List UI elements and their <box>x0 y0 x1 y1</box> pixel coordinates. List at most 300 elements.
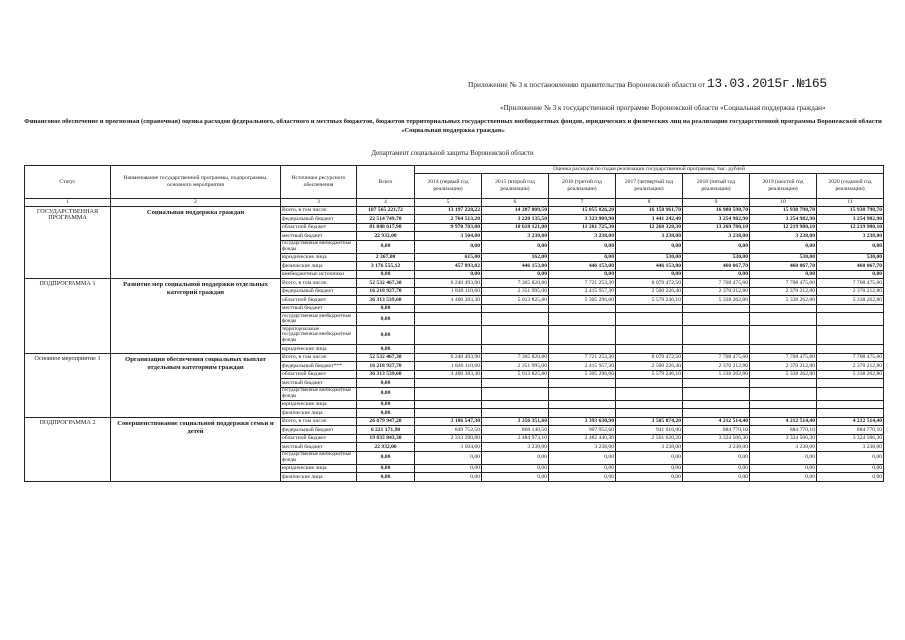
year-value: 0,00 <box>817 451 884 464</box>
year-value: 457 893,02 <box>415 262 482 271</box>
year-value <box>549 304 616 313</box>
column-index: 10 <box>750 198 817 206</box>
year-value: 12 219 980,10 <box>817 223 884 232</box>
row-program-name: Совершенствование социальной поддержки семьи и детей <box>111 417 281 481</box>
year-value: 0,00 <box>683 240 750 253</box>
total-value: 26 079 947,20 <box>357 417 415 426</box>
row-status: Основное мероприятие 1 <box>25 353 111 417</box>
year-value: 2 415 957,30 <box>549 362 616 371</box>
year-value <box>616 379 683 388</box>
year-value: 0,00 <box>415 464 482 473</box>
year-value <box>549 326 616 345</box>
funding-source: государственные внебюджетные фонды <box>281 240 357 253</box>
funding-source: юридические лица <box>281 345 357 354</box>
year-value <box>482 379 549 388</box>
column-index: 4 <box>357 198 415 206</box>
year-value: 3 238,00 <box>549 232 616 241</box>
year-value: 0,00 <box>482 270 549 279</box>
year-value: 10 618 121,00 <box>482 223 549 232</box>
year-value: 3 238,00 <box>683 443 750 452</box>
header-year: 2014 (первый год реализации) <box>415 173 482 198</box>
year-value: 0,00 <box>482 473 549 482</box>
year-value <box>549 409 616 418</box>
row-program-name: Развитие мер социальной поддержки отдельных категорий граждан <box>111 279 281 354</box>
year-value <box>415 313 482 326</box>
total-value: 22 514 749,70 <box>357 215 415 224</box>
column-index: 7 <box>549 198 616 206</box>
year-value <box>549 379 616 388</box>
row-status: ГОСУДАРСТВЕННАЯ ПРОГРАММА <box>25 206 111 279</box>
year-value: 3 238,00 <box>817 443 884 452</box>
year-value: 4 400 383,30 <box>415 370 482 379</box>
year-value: 460 067,70 <box>817 262 884 271</box>
appendix-header <box>468 76 827 91</box>
year-value: 0,00 <box>683 451 750 464</box>
year-value: 2 370 212,80 <box>750 362 817 371</box>
total-value: 16 218 927,70 <box>357 362 415 371</box>
year-value <box>683 400 750 409</box>
funding-source: местный бюджет <box>281 379 357 388</box>
year-value: 7 721 253,30 <box>549 353 616 362</box>
funding-source: территориальные государственные внебюджетные фонды <box>281 326 357 345</box>
year-value <box>817 345 884 354</box>
year-value: 4 400 383,30 <box>415 296 482 305</box>
year-value: 0,00 <box>415 451 482 464</box>
year-value: 0,00 <box>750 451 817 464</box>
year-value <box>683 409 750 418</box>
year-value <box>683 387 750 400</box>
funding-source: федеральный бюджет <box>281 215 357 224</box>
year-value: 2 351 995,00 <box>482 287 549 296</box>
year-value: 0,00 <box>549 253 616 262</box>
total-value: 3 176 555,12 <box>357 262 415 271</box>
year-value <box>616 326 683 345</box>
year-value: 7 721 253,30 <box>549 279 616 288</box>
year-value: 2 500 226,40 <box>616 287 683 296</box>
year-value <box>415 379 482 388</box>
year-value <box>683 379 750 388</box>
year-value: 0,00 <box>415 240 482 253</box>
year-value: 3 441 242,40 <box>616 215 683 224</box>
total-value: 0,00 <box>357 400 415 409</box>
header-name: Наименование государственной программы, подпрограммы, основного мероприятия <box>111 166 281 199</box>
funding-source: федеральный бюджет*** <box>281 362 357 371</box>
year-value <box>549 400 616 409</box>
year-value: 7 708 475,60 <box>750 353 817 362</box>
column-index: 1 <box>25 198 111 206</box>
table-row <box>25 206 884 215</box>
total-value: 6 221 171,90 <box>357 426 415 435</box>
funding-source: областной бюджет <box>281 434 357 443</box>
year-value: 3 238,00 <box>683 232 750 241</box>
year-value: 0,00 <box>817 473 884 482</box>
row-status: ПОДПРОГРАММА 2 <box>25 417 111 481</box>
year-value: 8 079 472,50 <box>616 279 683 288</box>
total-value: 0,00 <box>357 270 415 279</box>
year-value: 3 238,00 <box>549 443 616 452</box>
year-value: 530,00 <box>616 253 683 262</box>
year-value <box>683 304 750 313</box>
year-value: 2 370 212,80 <box>817 287 884 296</box>
total-value: 0,00 <box>357 345 415 354</box>
year-value: 3 324 506,30 <box>817 434 884 443</box>
year-value: 2 484 973,10 <box>482 434 549 443</box>
table-row <box>25 279 884 288</box>
total-value: 0,00 <box>357 451 415 464</box>
funding-source: областной бюджет <box>281 370 357 379</box>
year-value <box>482 326 549 345</box>
year-value: 3 505 874,20 <box>616 417 683 426</box>
column-index: 3 <box>281 198 357 206</box>
year-value: 0,00 <box>683 464 750 473</box>
total-value: 19 835 843,30 <box>357 434 415 443</box>
row-status: ПОДПРОГРАММА 1 <box>25 279 111 354</box>
year-value: 884 770,10 <box>817 426 884 435</box>
year-value: 530,00 <box>683 253 750 262</box>
total-value: 0,00 <box>357 313 415 326</box>
year-value <box>482 400 549 409</box>
year-value <box>817 400 884 409</box>
funding-source: физические лица <box>281 262 357 271</box>
year-value: 3 238,00 <box>817 232 884 241</box>
year-value: 0,00 <box>549 240 616 253</box>
year-value: 2 333 290,80 <box>415 434 482 443</box>
column-index: 2 <box>111 198 281 206</box>
total-value: 52 532 467,30 <box>357 353 415 362</box>
total-value: 22 932,00 <box>357 443 415 452</box>
header-estimate: Оценка расходов по годам реализации государственной программы, тыс. рублей <box>415 166 884 174</box>
year-value: 16 158 961,70 <box>616 206 683 215</box>
column-index: 6 <box>482 198 549 206</box>
year-value: 3 238,00 <box>750 443 817 452</box>
year-value: 5 013 825,80 <box>482 370 549 379</box>
year-value <box>549 345 616 354</box>
year-value: 5 338 262,80 <box>750 370 817 379</box>
total-value: 0,00 <box>357 379 415 388</box>
year-value: 530,00 <box>750 253 817 262</box>
column-index: 11 <box>817 198 884 206</box>
funding-table <box>24 165 884 482</box>
year-value: 7 708 475,60 <box>683 279 750 288</box>
header-year: 2016 (третий год реализации) <box>549 173 616 198</box>
year-value <box>415 400 482 409</box>
year-value <box>415 326 482 345</box>
year-value: 2 370 212,80 <box>750 287 817 296</box>
header-year: 2015 (второй год реализации) <box>482 173 549 198</box>
year-value: 3 254 982,90 <box>683 215 750 224</box>
year-value: 13 269 780,10 <box>683 223 750 232</box>
year-value: 3 238,00 <box>750 232 817 241</box>
year-value: 868 140,50 <box>482 426 549 435</box>
year-value <box>683 326 750 345</box>
funding-source: физические лица <box>281 409 357 418</box>
row-program-name: Организация обеспечения социальных выплат отдельным категориям граждан <box>111 353 281 417</box>
year-value: 5 579 246,10 <box>616 296 683 305</box>
year-value <box>616 400 683 409</box>
year-value: 0,00 <box>817 464 884 473</box>
year-value: 16 988 598,70 <box>683 206 750 215</box>
year-value: 7 365 820,80 <box>482 279 549 288</box>
year-value: 9 970 703,00 <box>415 223 482 232</box>
year-value: 3 356 351,60 <box>482 417 549 426</box>
year-value <box>750 345 817 354</box>
year-value: 8 079 472,50 <box>616 353 683 362</box>
year-value: 5 338 262,80 <box>683 370 750 379</box>
year-value: 884 770,10 <box>750 426 817 435</box>
year-value: 162,00 <box>482 253 549 262</box>
year-value: 3 238,00 <box>482 443 549 452</box>
header-source: Источники ресурсного обеспечения <box>281 166 357 199</box>
year-value: 615,00 <box>415 253 482 262</box>
column-index: 8 <box>616 198 683 206</box>
year-value: 2 370 212,80 <box>683 362 750 371</box>
year-value: 2 370 212,80 <box>683 287 750 296</box>
year-value: 1 840 110,60 <box>415 287 482 296</box>
total-value: 16 218 927,70 <box>357 287 415 296</box>
total-value: 0,00 <box>357 464 415 473</box>
year-value: 12 268 328,30 <box>616 223 683 232</box>
funding-source: местный бюджет <box>281 304 357 313</box>
year-value: 446 153,00 <box>549 262 616 271</box>
funding-source: Всего, в том числе: <box>281 279 357 288</box>
funding-source: федеральный бюджет <box>281 287 357 296</box>
table-index-row <box>25 198 884 206</box>
year-value: 11 281 725,30 <box>549 223 616 232</box>
year-value: 0,00 <box>549 473 616 482</box>
year-value: 3 254 982,90 <box>750 215 817 224</box>
funding-source: областной бюджет <box>281 223 357 232</box>
year-value: 0,00 <box>750 270 817 279</box>
year-value: 2 561 620,20 <box>616 434 683 443</box>
year-value <box>683 313 750 326</box>
funding-source: местный бюджет <box>281 443 357 452</box>
funding-source: областной бюджет <box>281 296 357 305</box>
year-value: 446 153,00 <box>616 262 683 271</box>
year-value <box>750 326 817 345</box>
year-value: 3 393 630,90 <box>549 417 616 426</box>
year-value: 3 238,00 <box>482 232 549 241</box>
total-value: 2 367,00 <box>357 253 415 262</box>
year-value <box>482 387 549 400</box>
year-value: 4 212 514,40 <box>750 417 817 426</box>
year-value: 7 708 475,60 <box>817 353 884 362</box>
year-value: 849 752,50 <box>415 426 482 435</box>
year-value: 5 338 262,80 <box>683 296 750 305</box>
year-value: 2 370 212,80 <box>817 362 884 371</box>
year-value: 3 186 547,30 <box>415 417 482 426</box>
header-total: Всего <box>357 166 415 199</box>
year-value: 13 197 228,22 <box>415 206 482 215</box>
funding-source: юридические лица <box>281 464 357 473</box>
year-value: 0,00 <box>549 464 616 473</box>
year-value: 0,00 <box>616 240 683 253</box>
year-value <box>750 379 817 388</box>
year-value: 3 504,00 <box>415 443 482 452</box>
year-value: 460 067,70 <box>750 262 817 271</box>
header-year: 2017 (четвертый год реализации) <box>616 173 683 198</box>
funding-source: Всего, в том числе: <box>281 206 357 215</box>
year-value: 2 415 957,30 <box>549 287 616 296</box>
year-value: 0,00 <box>750 473 817 482</box>
year-value: 3 238,00 <box>616 232 683 241</box>
year-value <box>817 326 884 345</box>
total-value: 36 313 539,60 <box>357 296 415 305</box>
year-value: 7 708 475,60 <box>817 279 884 288</box>
year-value: 5 338 262,80 <box>750 296 817 305</box>
year-value <box>616 313 683 326</box>
total-value: 107 565 221,72 <box>357 206 415 215</box>
year-value: 7 708 475,60 <box>683 353 750 362</box>
year-value <box>750 387 817 400</box>
year-value <box>482 345 549 354</box>
year-value <box>482 409 549 418</box>
year-value <box>549 313 616 326</box>
year-value: 3 220 135,50 <box>482 215 549 224</box>
total-value: 22 932,00 <box>357 232 415 241</box>
year-value: 5 579 246,10 <box>616 370 683 379</box>
year-value: 1 840 110,60 <box>415 362 482 371</box>
funding-source: юридические лица <box>281 400 357 409</box>
year-value <box>750 400 817 409</box>
row-program-name: Социальная поддержка граждан <box>111 206 281 279</box>
year-value: 446 153,00 <box>482 262 549 271</box>
year-value: 6 240 493,90 <box>415 353 482 362</box>
year-value <box>482 304 549 313</box>
year-value: 2 351 995,00 <box>482 362 549 371</box>
header-status: Статус <box>25 166 111 199</box>
year-value: 5 305 296,00 <box>549 370 616 379</box>
year-value <box>817 409 884 418</box>
appendix-text: Приложение № 3 к постановлению правительства Воронежской области от <box>468 80 705 89</box>
column-index: 9 <box>683 198 750 206</box>
funding-source: государственные внебюджетные фонды <box>281 387 357 400</box>
year-value <box>415 387 482 400</box>
funding-source: Всего, в том числе: <box>281 353 357 362</box>
year-value: 5 338 262,80 <box>817 370 884 379</box>
year-value: 0,00 <box>616 464 683 473</box>
document-title: Финансовое обеспечение и прогнозная (справочная) оценка расходов федерального, областного и местных бюджетов, бюджетов территориальных государственных внебюджетных фондов, юридических и физических лиц на реализацию государственной программы Воронежской области «Социальная поддержка граждан» <box>24 118 882 134</box>
year-value <box>750 313 817 326</box>
funding-source: физические лица <box>281 473 357 482</box>
year-value: 0,00 <box>415 473 482 482</box>
year-value: 3 504,00 <box>415 232 482 241</box>
year-value: 0,00 <box>549 451 616 464</box>
year-value: 3 254 982,90 <box>817 215 884 224</box>
year-value: 2 482 440,30 <box>549 434 616 443</box>
year-value: 3 324 506,30 <box>750 434 817 443</box>
year-value: 907 952,60 <box>549 426 616 435</box>
year-value: 5 013 825,80 <box>482 296 549 305</box>
funding-source: местный бюджет <box>281 232 357 241</box>
year-value: 15 055 026,20 <box>549 206 616 215</box>
year-value: 5 305 296,00 <box>549 296 616 305</box>
total-value: 0,00 <box>357 387 415 400</box>
year-value: 15 938 798,70 <box>817 206 884 215</box>
year-value: 0,00 <box>482 464 549 473</box>
year-value <box>549 387 616 400</box>
year-value <box>616 304 683 313</box>
year-value: 0,00 <box>817 270 884 279</box>
year-value: 941 016,00 <box>616 426 683 435</box>
year-value: 7 708 475,60 <box>750 279 817 288</box>
year-value <box>415 409 482 418</box>
funding-source: внебюджетные источники <box>281 270 357 279</box>
year-value: 6 240 493,90 <box>415 279 482 288</box>
program-appendix-note: «Приложение № 3 к государственной программе Воронежской области «Социальная поддержка граждан» <box>500 104 826 112</box>
total-value: 0,00 <box>357 304 415 313</box>
year-value: 7 365 820,80 <box>482 353 549 362</box>
year-value: 0,00 <box>482 240 549 253</box>
table-row <box>25 417 884 426</box>
year-value: 460 067,70 <box>683 262 750 271</box>
total-value: 81 848 617,90 <box>357 223 415 232</box>
year-value <box>616 387 683 400</box>
year-value <box>750 409 817 418</box>
total-value: 52 532 467,30 <box>357 279 415 288</box>
year-value: 0,00 <box>750 464 817 473</box>
year-value: 3 324 506,30 <box>683 434 750 443</box>
year-value <box>482 313 549 326</box>
total-value: 0,00 <box>357 326 415 345</box>
year-value: 3 238,00 <box>616 443 683 452</box>
year-value: 884 770,10 <box>683 426 750 435</box>
table-row <box>25 353 884 362</box>
funding-source: федеральный бюджет <box>281 426 357 435</box>
year-value: 5 338 262,80 <box>817 296 884 305</box>
year-value <box>683 345 750 354</box>
year-value <box>616 409 683 418</box>
year-value: 14 287 809,50 <box>482 206 549 215</box>
year-value <box>415 304 482 313</box>
year-value: 15 938 798,70 <box>750 206 817 215</box>
year-value: 0,00 <box>683 473 750 482</box>
column-index: 5 <box>415 198 482 206</box>
year-value <box>817 304 884 313</box>
year-value <box>616 345 683 354</box>
year-value: 0,00 <box>817 240 884 253</box>
year-value: 12 219 980,10 <box>750 223 817 232</box>
year-value <box>750 304 817 313</box>
year-value: 530,00 <box>817 253 884 262</box>
total-value: 0,00 <box>357 240 415 253</box>
year-value <box>415 345 482 354</box>
year-value: 2 764 513,20 <box>415 215 482 224</box>
header-year: 2019 (шестой год реализации) <box>750 173 817 198</box>
year-value: 0,00 <box>616 270 683 279</box>
table-header-row <box>25 166 884 174</box>
year-value: 4 212 514,40 <box>817 417 884 426</box>
header-year: 2020 (седьмой год реализации) <box>817 173 884 198</box>
year-value: 0,00 <box>415 270 482 279</box>
year-value: 0,00 <box>549 270 616 279</box>
year-value: 4 212 514,40 <box>683 417 750 426</box>
total-value: 0,00 <box>357 473 415 482</box>
year-value: 0,00 <box>482 451 549 464</box>
year-value <box>817 379 884 388</box>
department-name: Департамент социальной защиты Воронежской области <box>371 150 534 157</box>
header-year: 2018 (пятый год реализации) <box>683 173 750 198</box>
year-value: 0,00 <box>683 270 750 279</box>
funding-source: юридические лица <box>281 253 357 262</box>
year-value: 0,00 <box>750 240 817 253</box>
year-value: 0,00 <box>616 451 683 464</box>
funding-source: Всего, в том числе: <box>281 417 357 426</box>
year-value <box>817 387 884 400</box>
funding-source: государственные внебюджетные фонды <box>281 313 357 326</box>
appendix-date-stamp: 13.03.2015г.№165 <box>706 76 827 91</box>
year-value <box>817 313 884 326</box>
total-value: 0,00 <box>357 409 415 418</box>
